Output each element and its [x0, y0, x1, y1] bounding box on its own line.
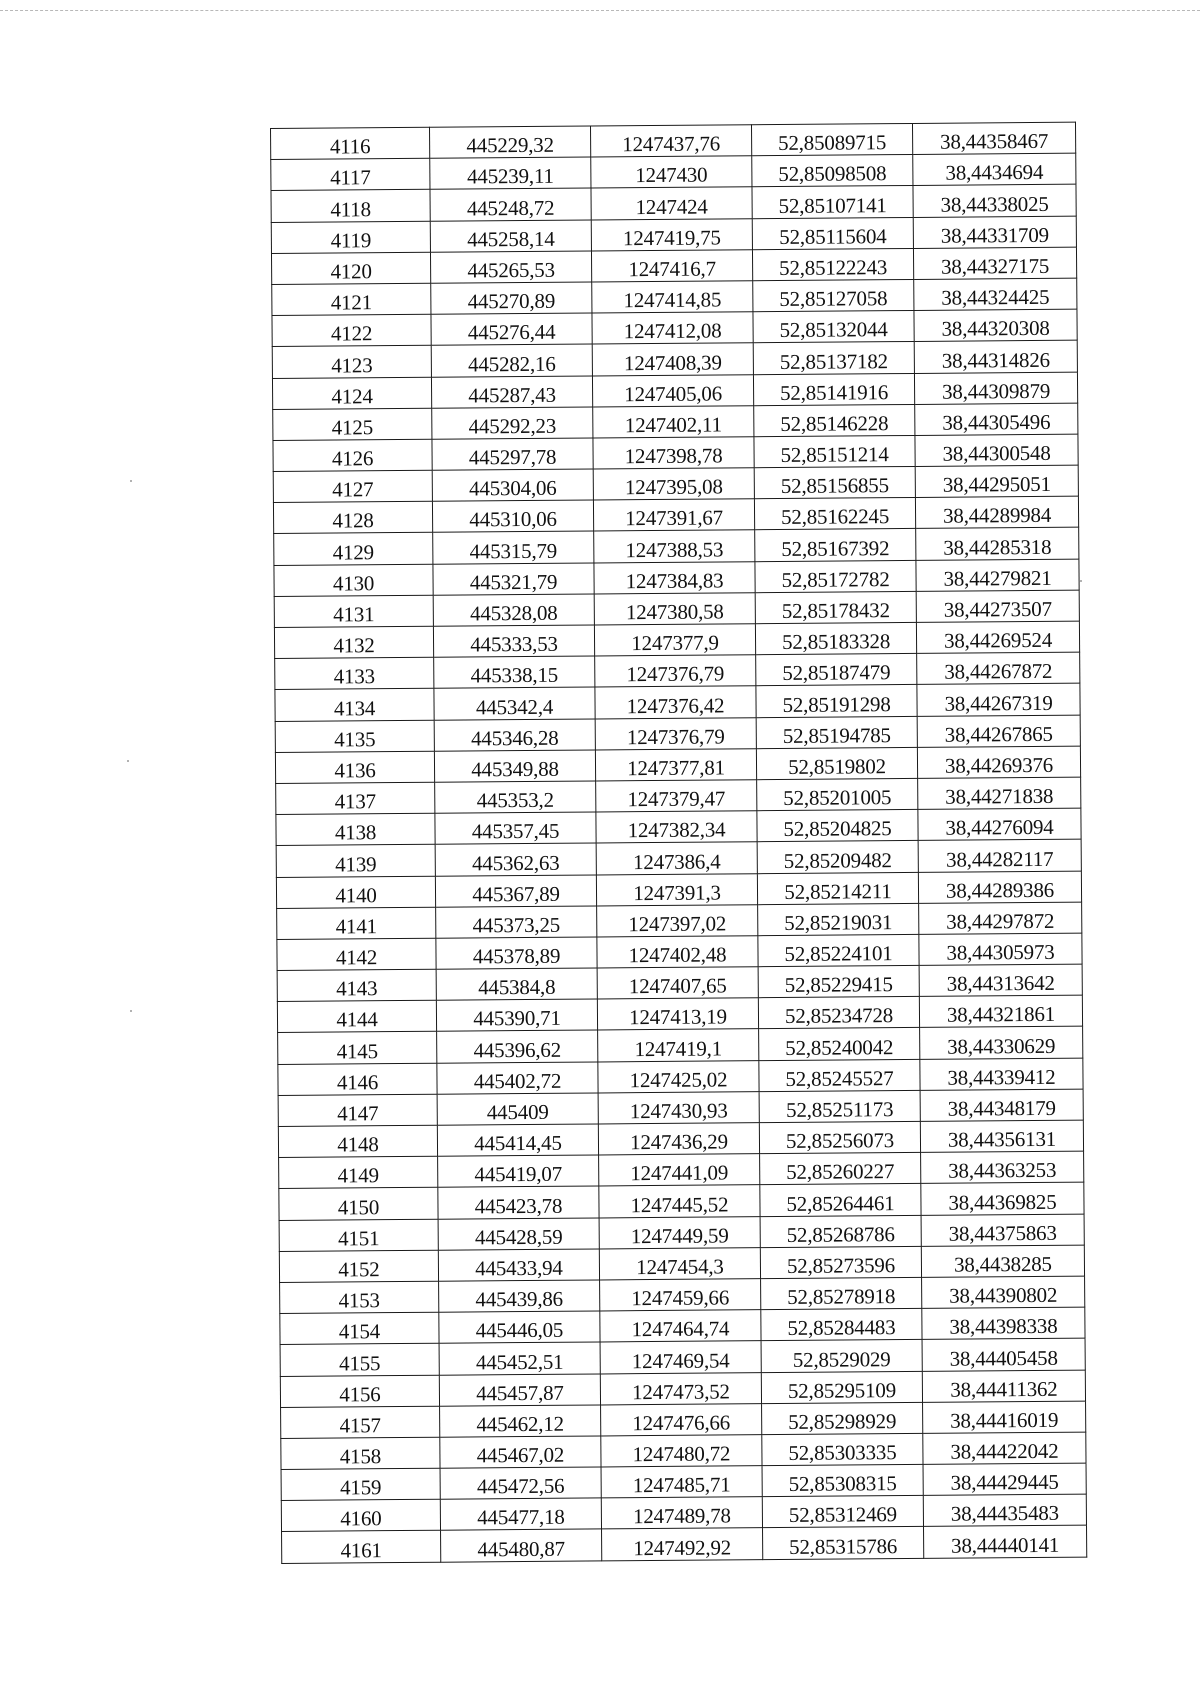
- longitude-cell: 38,44267319: [917, 684, 1080, 716]
- y-coordinate-cell: 1247402,48: [597, 936, 758, 968]
- latitude-cell: 52,8529029: [761, 1340, 922, 1372]
- longitude-cell: 38,44363253: [921, 1151, 1084, 1183]
- y-coordinate-cell: 1247414,85: [592, 281, 753, 313]
- x-coordinate-cell: 445338,15: [434, 656, 595, 688]
- longitude-cell: 38,44435483: [923, 1494, 1086, 1526]
- longitude-cell: 38,44269376: [917, 746, 1080, 778]
- x-coordinate-cell: 445258,14: [430, 220, 591, 252]
- x-coordinate-cell: 445304,06: [432, 469, 593, 501]
- point-number-cell: 4118: [271, 190, 430, 222]
- y-coordinate-cell: 1247425,02: [598, 1060, 759, 1092]
- latitude-cell: 52,85178432: [755, 591, 916, 623]
- latitude-cell: 52,85229415: [758, 965, 919, 997]
- longitude-cell: 38,44398338: [922, 1307, 1085, 1339]
- y-coordinate-cell: 1247391,3: [596, 873, 757, 905]
- x-coordinate-cell: 445297,78: [432, 438, 593, 470]
- x-coordinate-cell: 445457,87: [439, 1373, 600, 1405]
- point-number-cell: 4158: [281, 1437, 440, 1469]
- y-coordinate-cell: 1247412,08: [592, 312, 753, 344]
- x-coordinate-cell: 445373,25: [436, 906, 597, 938]
- point-number-cell: 4142: [277, 938, 436, 970]
- point-number-cell: 4145: [278, 1032, 437, 1064]
- scan-speck: [127, 760, 129, 762]
- x-coordinate-cell: 445452,51: [439, 1342, 600, 1374]
- latitude-cell: 52,85251173: [759, 1090, 920, 1122]
- longitude-cell: 38,44279821: [916, 559, 1079, 591]
- x-coordinate-cell: 445477,18: [440, 1498, 601, 1530]
- point-number-cell: 4123: [272, 346, 431, 378]
- point-number-cell: 4125: [273, 408, 432, 440]
- y-coordinate-cell: 1247402,11: [593, 405, 754, 437]
- point-number-cell: 4131: [274, 595, 433, 627]
- x-coordinate-cell: 445342,4: [434, 687, 595, 719]
- y-coordinate-cell: 1247376,79: [595, 717, 756, 749]
- point-number-cell: 4122: [272, 314, 431, 346]
- longitude-cell: 38,44331709: [913, 216, 1076, 248]
- longitude-cell: 38,44358467: [912, 122, 1075, 154]
- x-coordinate-cell: 445333,53: [433, 625, 594, 657]
- x-coordinate-cell: 445419,07: [438, 1155, 599, 1187]
- y-coordinate-cell: 1247395,08: [593, 468, 754, 500]
- scan-speck: [130, 480, 132, 482]
- point-number-cell: 4116: [271, 127, 430, 159]
- point-number-cell: 4134: [275, 689, 434, 721]
- y-coordinate-cell: 1247408,39: [592, 343, 753, 375]
- longitude-cell: 38,44422042: [923, 1432, 1086, 1464]
- x-coordinate-cell: 445315,79: [433, 531, 594, 563]
- y-coordinate-cell: 1247459,66: [600, 1279, 761, 1311]
- latitude-cell: 52,85089715: [751, 123, 912, 155]
- x-coordinate-cell: 445239,11: [430, 157, 591, 189]
- latitude-cell: 52,85245527: [759, 1059, 920, 1091]
- y-coordinate-cell: 1247379,47: [596, 780, 757, 812]
- point-number-cell: 4141: [277, 907, 436, 939]
- x-coordinate-cell: 445423,78: [438, 1186, 599, 1218]
- point-number-cell: 4140: [276, 876, 435, 908]
- longitude-cell: 38,44282117: [918, 839, 1081, 871]
- point-number-cell: 4127: [273, 470, 432, 502]
- latitude-cell: 52,85167392: [755, 529, 916, 561]
- y-coordinate-cell: 1247476,66: [601, 1403, 762, 1435]
- longitude-cell: 38,44295051: [915, 465, 1078, 497]
- point-number-cell: 4119: [271, 221, 430, 253]
- x-coordinate-cell: 445467,02: [440, 1436, 601, 1468]
- x-coordinate-cell: 445414,45: [437, 1124, 598, 1156]
- point-number-cell: 4117: [271, 158, 430, 190]
- longitude-cell: 38,44267872: [917, 652, 1080, 684]
- point-number-cell: 4153: [280, 1281, 439, 1313]
- latitude-cell: 52,85284483: [761, 1309, 922, 1341]
- y-coordinate-cell: 1247485,71: [601, 1466, 762, 1498]
- point-number-cell: 4124: [272, 377, 431, 409]
- x-coordinate-cell: 445270,89: [431, 282, 592, 314]
- y-coordinate-cell: 1247430: [591, 156, 752, 188]
- latitude-cell: 52,85204825: [757, 810, 918, 842]
- y-coordinate-cell: 1247384,83: [594, 561, 755, 593]
- longitude-cell: 38,44289386: [918, 871, 1081, 903]
- x-coordinate-cell: 445276,44: [431, 313, 592, 345]
- latitude-cell: 52,85303335: [762, 1433, 923, 1465]
- latitude-cell: 52,85214211: [757, 872, 918, 904]
- longitude-cell: 38,44273507: [916, 590, 1079, 622]
- x-coordinate-cell: 445367,89: [435, 874, 596, 906]
- x-coordinate-cell: 445439,86: [439, 1280, 600, 1312]
- latitude-cell: 52,85107141: [752, 186, 913, 218]
- y-coordinate-cell: 1247424: [591, 187, 752, 219]
- point-number-cell: 4149: [279, 1156, 438, 1188]
- coordinates-table: [270, 122, 1087, 1564]
- y-coordinate-cell: 1247430,93: [598, 1092, 759, 1124]
- y-coordinate-cell: 1247391,67: [593, 499, 754, 531]
- x-coordinate-cell: 445409: [437, 1093, 598, 1125]
- latitude-cell: 52,85183328: [755, 622, 916, 654]
- latitude-cell: 52,85312469: [762, 1496, 923, 1528]
- x-coordinate-cell: 445433,94: [438, 1249, 599, 1281]
- scan-speck: [1080, 580, 1082, 582]
- x-coordinate-cell: 445282,16: [431, 344, 592, 376]
- x-coordinate-cell: 445346,28: [434, 719, 595, 751]
- y-coordinate-cell: 1247382,34: [596, 811, 757, 843]
- x-coordinate-cell: 445362,63: [435, 843, 596, 875]
- y-coordinate-cell: 1247489,78: [601, 1497, 762, 1529]
- point-number-cell: 4156: [280, 1375, 439, 1407]
- longitude-cell: 38,44305496: [915, 403, 1078, 435]
- longitude-cell: 38,44327175: [913, 247, 1076, 279]
- point-number-cell: 4138: [276, 813, 435, 845]
- latitude-cell: 52,85172782: [755, 560, 916, 592]
- scan-speck: [130, 1010, 132, 1012]
- latitude-cell: 52,85295109: [761, 1371, 922, 1403]
- longitude-cell: 38,44314826: [914, 340, 1077, 372]
- point-number-cell: 4120: [271, 252, 430, 284]
- y-coordinate-cell: 1247473,52: [600, 1372, 761, 1404]
- latitude-cell: 52,85315786: [763, 1527, 924, 1559]
- x-coordinate-cell: 445446,05: [439, 1311, 600, 1343]
- y-coordinate-cell: 1247492,92: [602, 1528, 763, 1560]
- longitude-cell: 38,44321861: [919, 995, 1082, 1027]
- y-coordinate-cell: 1247449,59: [599, 1216, 760, 1248]
- x-coordinate-cell: 445310,06: [432, 500, 593, 532]
- longitude-cell: 38,44411362: [922, 1370, 1085, 1402]
- y-coordinate-cell: 1247480,72: [601, 1435, 762, 1467]
- latitude-cell: 52,85127058: [753, 279, 914, 311]
- latitude-cell: 52,85209482: [757, 841, 918, 873]
- latitude-cell: 52,85268786: [760, 1215, 921, 1247]
- y-coordinate-cell: 1247407,65: [597, 967, 758, 999]
- point-number-cell: 4128: [273, 501, 432, 533]
- longitude-cell: 38,44324425: [914, 278, 1077, 310]
- y-coordinate-cell: 1247397,02: [597, 904, 758, 936]
- longitude-cell: 38,44300548: [915, 434, 1078, 466]
- x-coordinate-cell: 445353,2: [435, 781, 596, 813]
- latitude-cell: 52,85187479: [756, 654, 917, 686]
- latitude-cell: 52,85191298: [756, 685, 917, 717]
- latitude-cell: 52,85115604: [752, 217, 913, 249]
- longitude-cell: 38,44356131: [920, 1120, 1083, 1152]
- point-number-cell: 4152: [279, 1250, 438, 1282]
- latitude-cell: 52,85256073: [759, 1121, 920, 1153]
- x-coordinate-cell: 445378,89: [436, 937, 597, 969]
- longitude-cell: 38,44390802: [922, 1276, 1085, 1308]
- table-row: [282, 1526, 1087, 1564]
- y-coordinate-cell: 1247380,58: [594, 593, 755, 625]
- y-coordinate-cell: 1247377,81: [595, 748, 756, 780]
- point-number-cell: 4161: [282, 1531, 441, 1563]
- x-coordinate-cell: 445390,71: [436, 999, 597, 1031]
- y-coordinate-cell: 1247419,75: [591, 218, 752, 250]
- x-coordinate-cell: 445480,87: [441, 1529, 602, 1561]
- latitude-cell: 52,85194785: [756, 716, 917, 748]
- y-coordinate-cell: 1247445,52: [599, 1185, 760, 1217]
- latitude-cell: 52,85308315: [762, 1464, 923, 1496]
- point-number-cell: 4148: [278, 1125, 437, 1157]
- latitude-cell: 52,85219031: [758, 903, 919, 935]
- y-coordinate-cell: 1247419,1: [598, 1029, 759, 1061]
- x-coordinate-cell: 445357,45: [435, 812, 596, 844]
- longitude-cell: 38,44276094: [918, 808, 1081, 840]
- point-number-cell: 4155: [280, 1344, 439, 1376]
- point-number-cell: 4132: [274, 626, 433, 658]
- coordinates-table-container: [270, 122, 1087, 1564]
- y-coordinate-cell: 1247436,29: [598, 1123, 759, 1155]
- longitude-cell: 38,4438285: [921, 1245, 1084, 1277]
- longitude-cell: 38,44369825: [921, 1183, 1084, 1215]
- longitude-cell: 38,44330629: [920, 1027, 1083, 1059]
- x-coordinate-cell: 445292,23: [432, 407, 593, 439]
- point-number-cell: 4129: [274, 533, 433, 565]
- x-coordinate-cell: 445328,08: [433, 594, 594, 626]
- y-coordinate-cell: 1247469,54: [600, 1341, 761, 1373]
- latitude-cell: 52,85098508: [752, 155, 913, 187]
- x-coordinate-cell: 445349,88: [434, 750, 595, 782]
- longitude-cell: 38,44271838: [918, 777, 1081, 809]
- x-coordinate-cell: 445265,53: [430, 251, 591, 283]
- point-number-cell: 4130: [274, 564, 433, 596]
- point-number-cell: 4160: [281, 1499, 440, 1531]
- longitude-cell: 38,44285318: [916, 528, 1079, 560]
- point-number-cell: 4136: [275, 751, 434, 783]
- y-coordinate-cell: 1247386,4: [596, 842, 757, 874]
- point-number-cell: 4143: [277, 969, 436, 1001]
- longitude-cell: 38,44269524: [916, 621, 1079, 653]
- longitude-cell: 38,44267865: [917, 715, 1080, 747]
- longitude-cell: 38,44405458: [922, 1338, 1085, 1370]
- longitude-cell: 38,44440141: [924, 1526, 1087, 1558]
- x-coordinate-cell: 445287,43: [431, 375, 592, 407]
- point-number-cell: 4159: [281, 1468, 440, 1500]
- longitude-cell: 38,44348179: [920, 1089, 1083, 1121]
- longitude-cell: 38,44313642: [919, 964, 1082, 996]
- y-coordinate-cell: 1247454,3: [599, 1247, 760, 1279]
- latitude-cell: 52,85240042: [759, 1028, 920, 1060]
- y-coordinate-cell: 1247441,09: [599, 1154, 760, 1186]
- y-coordinate-cell: 1247413,19: [597, 998, 758, 1030]
- latitude-cell: 52,85260227: [760, 1153, 921, 1185]
- latitude-cell: 52,85151214: [754, 435, 915, 467]
- latitude-cell: 52,85264461: [760, 1184, 921, 1216]
- x-coordinate-cell: 445402,72: [437, 1062, 598, 1094]
- point-number-cell: 4157: [281, 1406, 440, 1438]
- x-coordinate-cell: 445384,8: [436, 968, 597, 1000]
- y-coordinate-cell: 1247388,53: [594, 530, 755, 562]
- latitude-cell: 52,85234728: [758, 997, 919, 1029]
- x-coordinate-cell: 445396,62: [437, 1030, 598, 1062]
- y-coordinate-cell: 1247405,06: [592, 374, 753, 406]
- longitude-cell: 38,44375863: [921, 1214, 1084, 1246]
- latitude-cell: 52,85201005: [757, 778, 918, 810]
- point-number-cell: 4146: [278, 1063, 437, 1095]
- latitude-cell: 52,8519802: [756, 747, 917, 779]
- point-number-cell: 4151: [279, 1219, 438, 1251]
- latitude-cell: 52,85132044: [753, 311, 914, 343]
- x-coordinate-cell: 445462,12: [440, 1405, 601, 1437]
- point-number-cell: 4144: [277, 1000, 436, 1032]
- scan-top-edge: [0, 10, 1200, 11]
- point-number-cell: 4137: [276, 782, 435, 814]
- y-coordinate-cell: 1247376,79: [595, 655, 756, 687]
- x-coordinate-cell: 445229,32: [429, 126, 590, 158]
- x-coordinate-cell: 445248,72: [430, 188, 591, 220]
- latitude-cell: 52,85141916: [753, 373, 914, 405]
- point-number-cell: 4147: [278, 1094, 437, 1126]
- y-coordinate-cell: 1247464,74: [600, 1310, 761, 1342]
- longitude-cell: 38,44429445: [923, 1463, 1086, 1495]
- point-number-cell: 4135: [275, 720, 434, 752]
- latitude-cell: 52,85162245: [754, 498, 915, 530]
- longitude-cell: 38,44289984: [915, 496, 1078, 528]
- y-coordinate-cell: 1247416,7: [591, 249, 752, 281]
- latitude-cell: 52,85146228: [754, 404, 915, 436]
- point-number-cell: 4121: [272, 283, 431, 315]
- x-coordinate-cell: 445321,79: [433, 563, 594, 595]
- longitude-cell: 38,44320308: [914, 309, 1077, 341]
- point-number-cell: 4133: [275, 657, 434, 689]
- coordinates-table-body: [271, 122, 1087, 1563]
- point-number-cell: 4154: [280, 1312, 439, 1344]
- longitude-cell: 38,44297872: [919, 902, 1082, 934]
- longitude-cell: 38,44416019: [923, 1401, 1086, 1433]
- latitude-cell: 52,85156855: [754, 467, 915, 499]
- y-coordinate-cell: 1247398,78: [593, 437, 754, 469]
- y-coordinate-cell: 1247377,9: [594, 624, 755, 656]
- longitude-cell: 38,44339412: [920, 1058, 1083, 1090]
- longitude-cell: 38,4434694: [913, 153, 1076, 185]
- x-coordinate-cell: 445428,59: [438, 1218, 599, 1250]
- point-number-cell: 4126: [273, 439, 432, 471]
- y-coordinate-cell: 1247437,76: [590, 125, 751, 157]
- latitude-cell: 52,85122243: [752, 248, 913, 280]
- x-coordinate-cell: 445472,56: [440, 1467, 601, 1499]
- latitude-cell: 52,85137182: [753, 342, 914, 374]
- point-number-cell: 4150: [279, 1188, 438, 1220]
- latitude-cell: 52,85273596: [760, 1246, 921, 1278]
- latitude-cell: 52,85298929: [762, 1402, 923, 1434]
- longitude-cell: 38,44309879: [914, 372, 1077, 404]
- longitude-cell: 38,44338025: [913, 185, 1076, 217]
- y-coordinate-cell: 1247376,42: [595, 686, 756, 718]
- longitude-cell: 38,44305973: [919, 933, 1082, 965]
- latitude-cell: 52,85278918: [761, 1277, 922, 1309]
- point-number-cell: 4139: [276, 845, 435, 877]
- latitude-cell: 52,85224101: [758, 934, 919, 966]
